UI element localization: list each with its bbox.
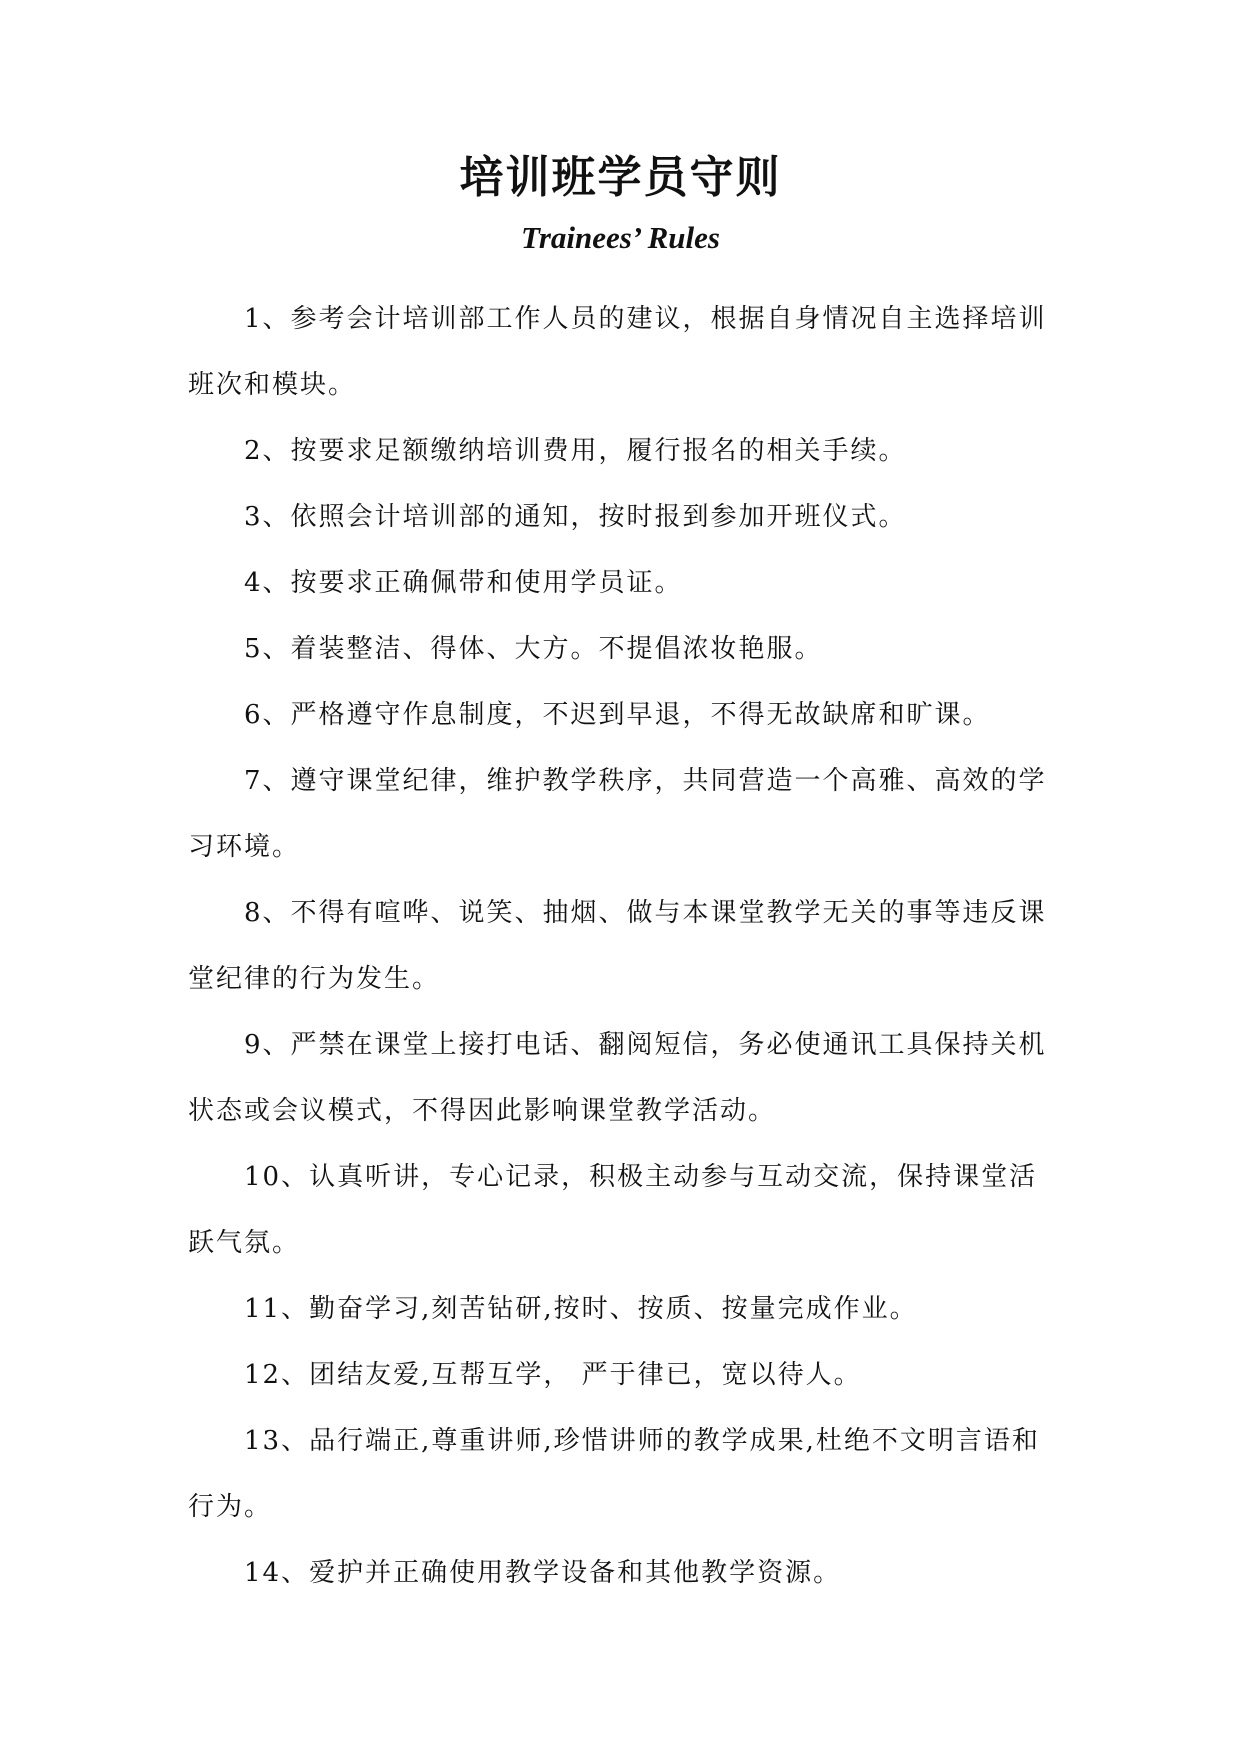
rule-item: 4、按要求正确佩带和使用学员证。 [244, 568, 683, 598]
rule-item: 11、勤奋学习,刻苦钻研,按时、按质、按量完成作业。 [244, 1294, 918, 1324]
rule-item: 9、严禁在课堂上接打电话、翻阅短信，务必使通讯工具保持关机状态或会议模式，不得因此影响课堂教学活动。 [188, 1030, 1047, 1126]
rule-item: 1、参考会计培训部工作人员的建议，根据自身情况自主选择培训班次和模块。 [188, 304, 1047, 400]
rule-item: 5、着装整洁、得体、大方。不提倡浓妆艳服。 [244, 634, 823, 664]
rule-item: 12、团结友爱,互帮互学， 严于律已，宽以待人。 [244, 1360, 862, 1390]
rule-item: 3、依照会计培训部的通知，按时报到参加开班仪式。 [244, 502, 907, 532]
rule-item: 13、品行端正,尊重讲师,珍惜讲师的教学成果,杜绝不文明言语和行为。 [188, 1426, 1040, 1522]
rules-list [188, 286, 1056, 1606]
rule-item: 2、按要求足额缴纳培训费用，履行报名的相关手续。 [244, 436, 907, 466]
rule-item: 7、遵守课堂纪律，维护教学秩序，共同营造一个高雅、高效的学习环境。 [188, 766, 1047, 862]
document-title: 培训班学员守则 [459, 152, 782, 203]
rule-item: 14、爱护并正确使用教学设备和其他教学资源。 [244, 1558, 842, 1588]
rule-item: 10、认真听讲，专心记录，积极主动参与互动交流，保持课堂活跃气氛。 [188, 1162, 1038, 1258]
rule-item: 8、不得有喧哗、说笑、抽烟、做与本课堂教学无关的事等违反课堂纪律的行为发生。 [188, 898, 1047, 994]
document-subtitle: Trainees’ Rules [521, 220, 720, 255]
rule-item: 6、严格遵守作息制度，不迟到早退，不得无故缺席和旷课。 [244, 700, 991, 730]
